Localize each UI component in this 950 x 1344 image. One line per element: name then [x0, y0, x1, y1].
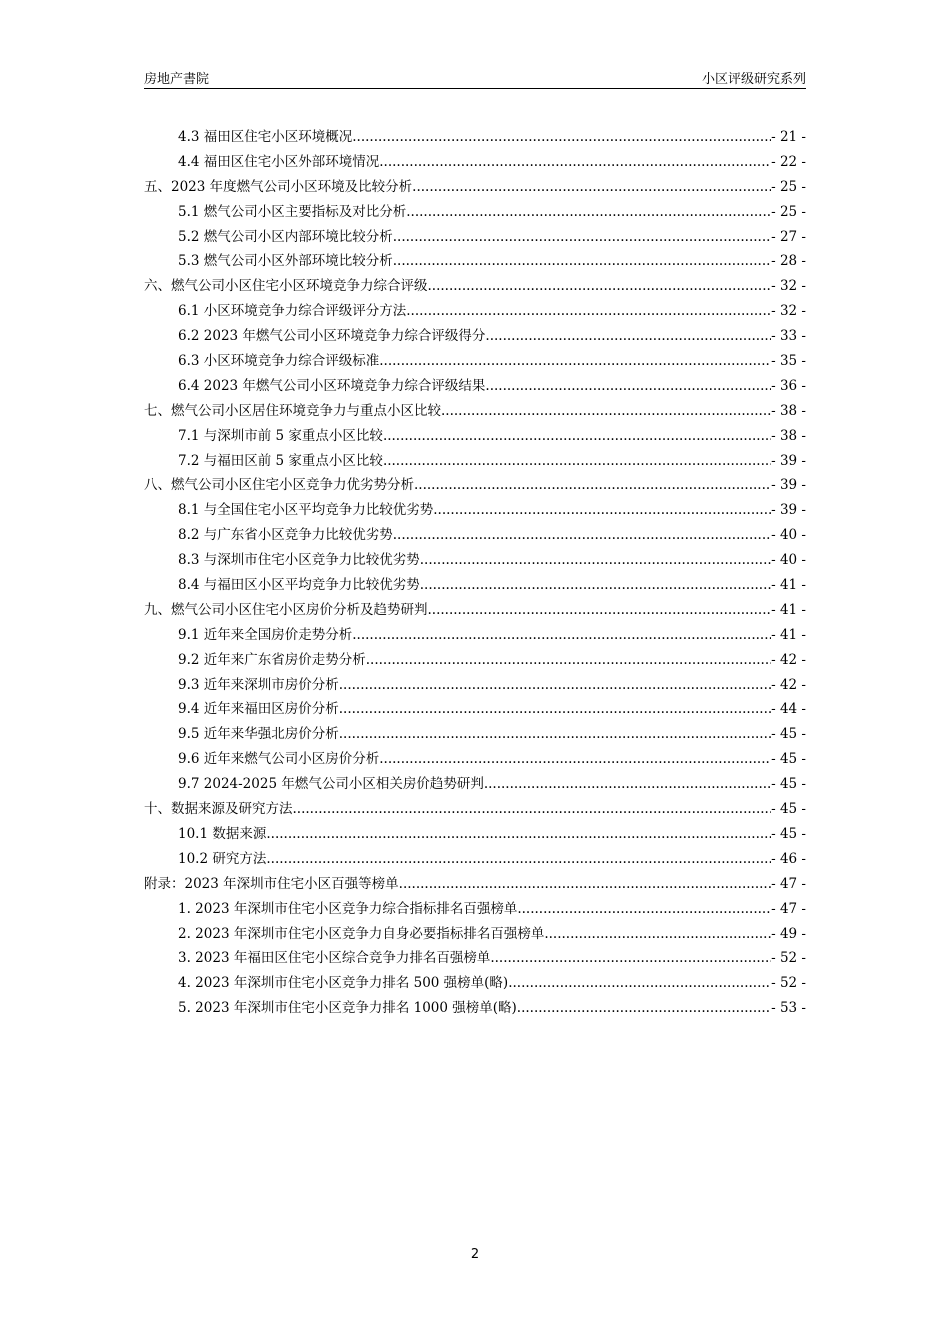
toc-entry-title: 八、燃气公司小区住宅小区竞争力优劣势分析 [144, 477, 414, 494]
toc-entry-page: - 35 - [771, 353, 806, 370]
toc-entry-page: - 32 - [771, 303, 806, 320]
toc-entry-title: 10.1 数据来源 [178, 825, 267, 842]
toc-leader-dots [393, 249, 771, 274]
toc-section-entry[interactable] [144, 299, 806, 324]
toc-leader-dots [266, 847, 771, 872]
toc-leader-dots [414, 473, 771, 498]
toc-entry-title: 九、燃气公司小区住宅小区房价分析及趋势研判 [144, 601, 428, 618]
toc-leader-dots [383, 449, 771, 474]
toc-section-entry[interactable] [144, 150, 806, 175]
toc-leader-dots [428, 274, 772, 299]
toc-leader-dots [508, 971, 771, 996]
toc-entry-page: - 45 - [771, 825, 806, 842]
toc-entry-title: 8.4 与福田区小区平均竞争力比较优劣势 [178, 577, 420, 594]
toc-entry-title: 8.1 与全国住宅小区平均竞争力比较优劣势 [178, 502, 434, 519]
toc-entry-page: - 52 - [771, 950, 806, 967]
toc-section-entry[interactable] [144, 897, 806, 922]
toc-entry-page: - 45 - [771, 751, 806, 768]
toc-chapter-entry[interactable] [144, 797, 806, 822]
toc-section-entry[interactable] [144, 249, 806, 274]
toc-leader-dots [544, 922, 771, 947]
toc-leader-dots [433, 498, 771, 523]
toc-entry-page: - 40 - [771, 552, 806, 569]
toc-entry-page: - 42 - [771, 676, 806, 693]
toc-section-entry[interactable] [144, 822, 806, 847]
toc-section-entry[interactable] [144, 922, 806, 947]
toc-leader-dots [485, 374, 771, 399]
toc-leader-dots [441, 399, 771, 424]
toc-section-entry[interactable] [144, 548, 806, 573]
toc-entry-page: - 44 - [771, 701, 806, 718]
toc-leader-dots [379, 747, 771, 772]
toc-entry-title: 6.4 2023 年燃气公司小区环境竞争力综合评级结果 [178, 377, 486, 394]
toc-entry-title: 7.1 与深圳市前 5 家重点小区比较 [178, 427, 383, 444]
toc-leader-dots [484, 772, 771, 797]
toc-entry-page: - 39 - [771, 502, 806, 519]
toc-leader-dots [339, 697, 771, 722]
toc-section-entry[interactable] [144, 349, 806, 374]
page-header [144, 68, 806, 89]
toc-section-entry[interactable] [144, 449, 806, 474]
toc-entry-title: 4.3 福田区住宅小区环境概况 [178, 129, 353, 145]
toc-leader-dots [379, 349, 771, 374]
toc-entry-title: 9.7 2024-2025 年燃气公司小区相关房价趋势研判 [178, 776, 484, 793]
toc-entry-title: 7.2 与福田区前 5 家重点小区比较 [178, 452, 383, 469]
toc-leader-dots [266, 822, 771, 847]
toc-entry-page: - 28 - [771, 253, 806, 270]
toc-entry-page: - 22 - [771, 153, 806, 170]
toc-entry-title: 附录：2023 年深圳市住宅小区百强等榜单 [144, 875, 399, 892]
toc-entry-page: - 41 - [771, 577, 806, 594]
toc-chapter-entry[interactable] [144, 274, 806, 299]
toc-entry-page: - 39 - [771, 477, 806, 494]
toc-section-entry[interactable] [144, 847, 806, 872]
toc-leader-dots [490, 946, 771, 971]
toc-entry-title: 2. 2023 年深圳市住宅小区竞争力自身必要指标排名百强榜单 [178, 925, 545, 942]
toc-entry-page: - 41 - [771, 626, 806, 643]
toc-leader-dots [428, 598, 772, 623]
toc-entry-page: - 25 - [771, 203, 806, 220]
toc-section-entry[interactable] [144, 324, 806, 349]
toc-entry-page: - 46 - [771, 850, 806, 867]
toc-entry-title: 9.2 近年来广东省房价走势分析 [178, 651, 366, 668]
toc-entry-page: - 32 - [771, 278, 806, 295]
toc-section-entry[interactable] [144, 772, 806, 797]
toc-entry-title: 9.6 近年来燃气公司小区房价分析 [178, 751, 380, 768]
header-publisher: 房地产書院 [144, 72, 210, 87]
toc-section-entry[interactable] [144, 125, 806, 150]
toc-entry-page: - 42 - [771, 651, 806, 668]
toc-entry-title: 6.2 2023 年燃气公司小区环境竞争力综合评级得分 [178, 328, 486, 345]
toc-section-entry[interactable] [144, 722, 806, 747]
toc-entry-page: - 41 - [771, 601, 806, 618]
toc-leader-dots [399, 872, 771, 897]
toc-leader-dots [352, 623, 771, 648]
toc-entry-title: 3. 2023 年福田区住宅小区综合竞争力排名百强榜单 [178, 950, 491, 967]
toc-leader-dots [485, 324, 771, 349]
toc-entry-page: - 52 - [771, 975, 806, 992]
toc-section-entry[interactable] [144, 946, 806, 971]
toc-entry-title: 五、2023 年度燃气公司小区环境及比较分析 [144, 178, 413, 195]
toc-leader-dots [517, 897, 771, 922]
toc-entry-page: - 27 - [771, 228, 806, 245]
toc-leader-dots [420, 548, 771, 573]
toc-entry-page: - 45 - [771, 776, 806, 793]
toc-leader-dots [379, 150, 771, 175]
toc-section-entry[interactable] [144, 971, 806, 996]
toc-entry-page: - 40 - [771, 527, 806, 544]
toc-leader-dots [293, 797, 772, 822]
toc-entry-title: 5.2 燃气公司小区内部环境比较分析 [178, 228, 393, 245]
toc-entry-title: 9.1 近年来全国房价走势分析 [178, 626, 353, 643]
toc-leader-dots [339, 722, 771, 747]
toc-leader-dots [406, 299, 771, 324]
toc-section-entry[interactable] [144, 648, 806, 673]
toc-entry-page: - 47 - [771, 900, 806, 917]
toc-section-entry[interactable] [144, 374, 806, 399]
header-series-title: 小区评级研究系列 [701, 72, 806, 87]
toc-chapter-entry[interactable] [144, 872, 806, 897]
toc-leader-dots [352, 125, 771, 150]
toc-entry-page: - 38 - [771, 427, 806, 444]
toc-leader-dots [406, 200, 771, 225]
toc-entry-title: 5. 2023 年深圳市住宅小区竞争力排名 1000 强榜单(略) [178, 1000, 517, 1017]
toc-entry-title: 4. 2023 年深圳市住宅小区竞争力排名 500 强榜单(略) [178, 975, 509, 992]
toc-section-entry[interactable] [144, 225, 806, 250]
toc-leader-dots [412, 175, 771, 200]
toc-entry-title: 6.1 小区环境竞争力综合评级评分方法 [178, 303, 407, 320]
toc-entry-page: - 45 - [771, 726, 806, 743]
toc-leader-dots [517, 996, 771, 1021]
toc-entry-title: 9.4 近年来福田区房价分析 [178, 701, 339, 718]
toc-entry-page: - 25 - [771, 178, 806, 195]
toc-section-entry[interactable] [144, 747, 806, 772]
toc-entry-title: 8.2 与广东省小区竞争力比较优劣势 [178, 527, 393, 544]
toc-entry-title: 9.3 近年来深圳市房价分析 [178, 676, 339, 693]
toc-leader-dots [420, 573, 771, 598]
toc-chapter-entry[interactable] [144, 399, 806, 424]
toc-entry-page: - 39 - [771, 452, 806, 469]
toc-entry-title: 10.2 研究方法 [178, 850, 267, 867]
toc-chapter-entry[interactable] [144, 598, 806, 623]
toc-entry-title: 4.4 福田区住宅小区外部环境情况 [178, 153, 380, 170]
toc-entry-page: - 38 - [771, 402, 806, 419]
toc-entry-title: 6.3 小区环境竞争力综合评级标准 [178, 353, 380, 370]
toc-entry-title: 十、数据来源及研究方法 [144, 801, 293, 818]
toc-chapter-entry[interactable] [144, 175, 806, 200]
toc-entry-page: - 53 - [771, 1000, 806, 1017]
toc-section-entry[interactable] [144, 623, 806, 648]
toc-section-entry[interactable] [144, 200, 806, 225]
toc-entry-title: 8.3 与深圳市住宅小区竞争力比较优劣势 [178, 552, 420, 569]
toc-section-entry[interactable] [144, 498, 806, 523]
toc-chapter-entry[interactable] [144, 473, 806, 498]
toc-section-entry[interactable] [144, 673, 806, 698]
table-of-contents [144, 125, 806, 1021]
toc-section-entry[interactable] [144, 573, 806, 598]
toc-leader-dots [339, 673, 771, 698]
toc-leader-dots [393, 225, 771, 250]
toc-entry-title: 5.1 燃气公司小区主要指标及对比分析 [178, 203, 407, 220]
toc-entry-page: - 45 - [771, 801, 806, 818]
toc-section-entry[interactable] [144, 996, 806, 1021]
toc-entry-page: - 33 - [771, 328, 806, 345]
toc-leader-dots [366, 648, 771, 673]
toc-leader-dots [393, 523, 771, 548]
toc-entry-title: 9.5 近年来华强北房价分析 [178, 726, 339, 743]
toc-leader-dots [383, 424, 771, 449]
toc-section-entry[interactable] [144, 523, 806, 548]
toc-section-entry[interactable] [144, 424, 806, 449]
toc-entry-page: - 49 - [771, 925, 806, 942]
toc-entry-page: - 47 - [771, 875, 806, 892]
toc-entry-title: 1. 2023 年深圳市住宅小区竞争力综合指标排名百强榜单 [178, 900, 518, 917]
toc-entry-title: 七、燃气公司小区居住环境竞争力与重点小区比较 [144, 402, 441, 419]
toc-entry-title: 5.3 燃气公司小区外部环境比较分析 [178, 253, 393, 270]
page-number: 2 [470, 1247, 480, 1262]
toc-entry-title: 六、燃气公司小区住宅小区环境竞争力综合评级 [144, 278, 428, 295]
toc-entry-page: - 36 - [771, 377, 806, 394]
toc-section-entry[interactable] [144, 697, 806, 722]
toc-entry-page: - 21 - [771, 129, 806, 145]
